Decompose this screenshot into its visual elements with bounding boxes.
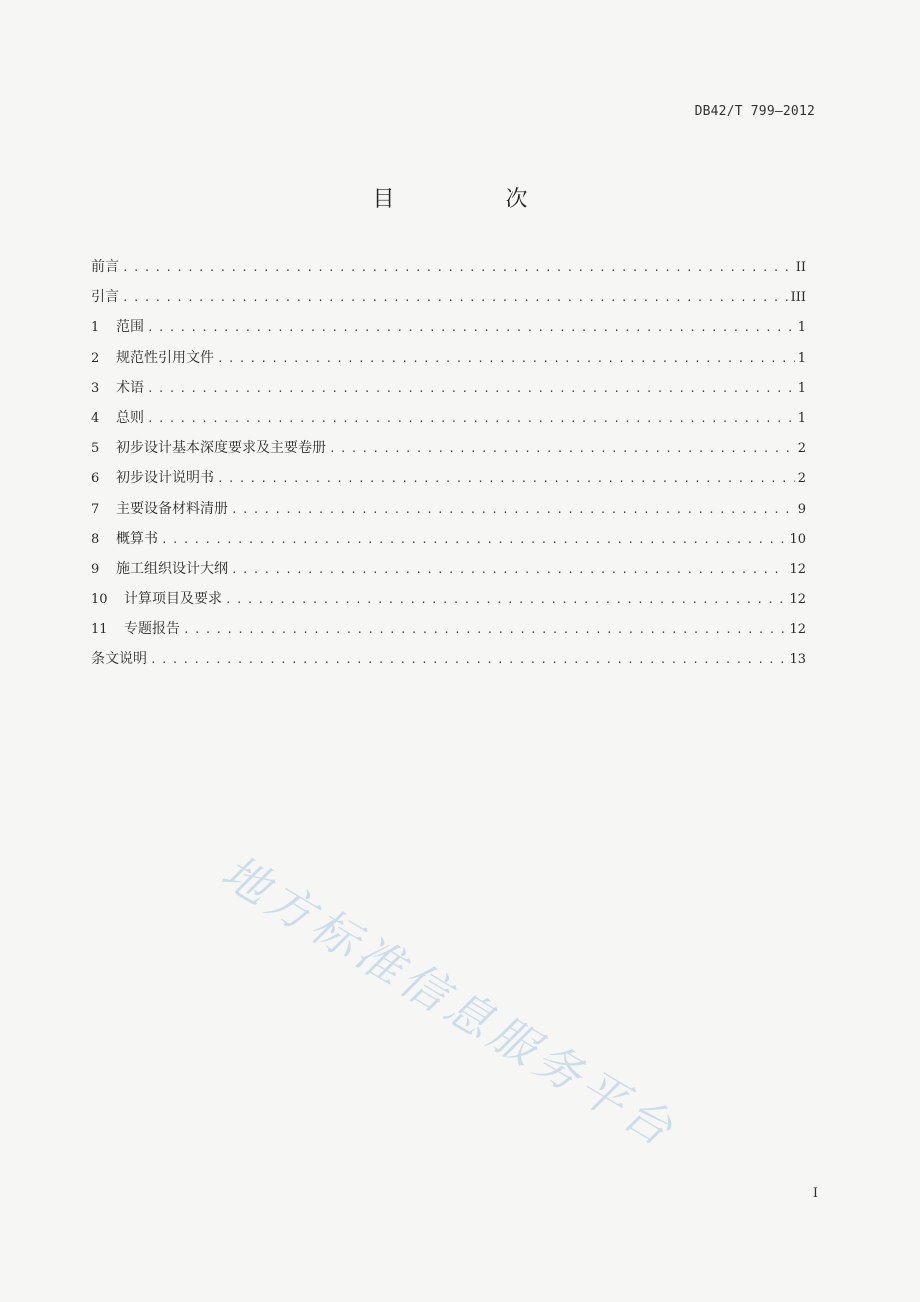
toc-entry-number: 8 [91,531,100,547]
toc-entry-page: 13 [789,652,806,668]
toc-entry-label: 前言 [91,259,119,275]
toc-entry-8[interactable] [91,528,806,558]
toc-entry-label: 规范性引用文件 [116,349,214,366]
toc-entry-number: 1 [91,320,100,336]
toc-entry-page: 12 [789,561,806,577]
toc-entry-page: 1 [797,350,806,366]
toc-dot-leader [161,533,786,546]
toc-entry-label: 术语 [116,379,144,396]
toc-entry-page: III [790,290,806,306]
toc-entry-number: 6 [91,471,100,487]
toc-entry-1[interactable] [91,316,806,346]
page-title: 目 次 [372,187,580,212]
toc-entry-number: 5 [91,441,100,457]
toc-dot-leader [147,412,795,425]
toc-dot-leader [122,291,788,304]
toc-entry-number: 4 [91,410,100,426]
toc-entry-clause-explanation[interactable] [91,648,806,678]
toc-dot-leader [147,321,795,334]
toc-entry-label: 初步设计说明书 [116,470,214,487]
toc-dot-leader [217,352,795,365]
watermark-text: 地方标准信息服务平台 [212,844,687,1159]
toc-entry-page: 1 [797,380,806,396]
toc-entry-5[interactable] [91,437,806,467]
toc-dot-leader [225,593,786,606]
toc-entry-number: 3 [91,380,100,396]
toc-entry-7[interactable] [91,498,806,528]
toc-entry-page: 12 [789,622,806,638]
toc-entry-foreword[interactable] [91,256,806,286]
toc-entry-label: 计算项目及要求 [124,591,222,608]
toc-entry-page: II [795,260,806,275]
toc-dot-leader [329,442,795,455]
toc-dot-leader [150,653,786,666]
toc-entry-number: 9 [91,561,100,577]
toc-dot-leader [122,261,793,274]
document-code: DB42/T 799—2012 [694,104,815,119]
toc-entry-page: 1 [797,410,806,426]
toc-dot-leader [231,503,795,516]
toc-dot-leader [183,623,786,636]
toc-entry-page: 2 [797,471,806,487]
toc-entry-label: 引言 [91,289,119,306]
toc-dot-leader [147,382,795,395]
toc-entry-number: 10 [91,592,108,608]
toc-entry-2[interactable] [91,347,806,377]
toc-entry-11[interactable] [91,618,806,648]
toc-entry-number: 11 [91,622,108,638]
toc-entry-label: 概算书 [116,530,158,547]
toc-entry-number: 2 [91,350,100,366]
toc-entry-page: 2 [797,441,806,457]
toc-entry-label: 初步设计基本深度要求及主要卷册 [116,440,326,457]
toc-entry-6[interactable] [91,467,806,497]
toc-dot-leader [217,472,795,485]
page-number: I [812,1186,818,1201]
toc-entry-4[interactable] [91,407,806,437]
toc-entry-introduction[interactable] [91,286,806,316]
toc-entry-3[interactable] [91,377,806,407]
toc-entry-page: 9 [797,501,806,517]
toc-entry-number: 7 [91,501,100,517]
toc-entry-label: 专题报告 [124,621,180,638]
table-of-contents [91,256,806,679]
toc-entry-10[interactable] [91,588,806,618]
toc-entry-label: 总则 [116,409,144,426]
toc-entry-label: 施工组织设计大纲 [116,560,228,577]
toc-entry-page: 1 [797,320,806,336]
toc-entry-page: 10 [789,531,806,547]
toc-entry-9[interactable] [91,558,806,588]
toc-entry-page: 12 [789,592,806,608]
toc-dot-leader [231,563,786,576]
toc-entry-label: 范围 [116,319,144,336]
toc-entry-label: 条文说明 [91,651,147,668]
toc-entry-label: 主要设备材料清册 [116,500,228,517]
